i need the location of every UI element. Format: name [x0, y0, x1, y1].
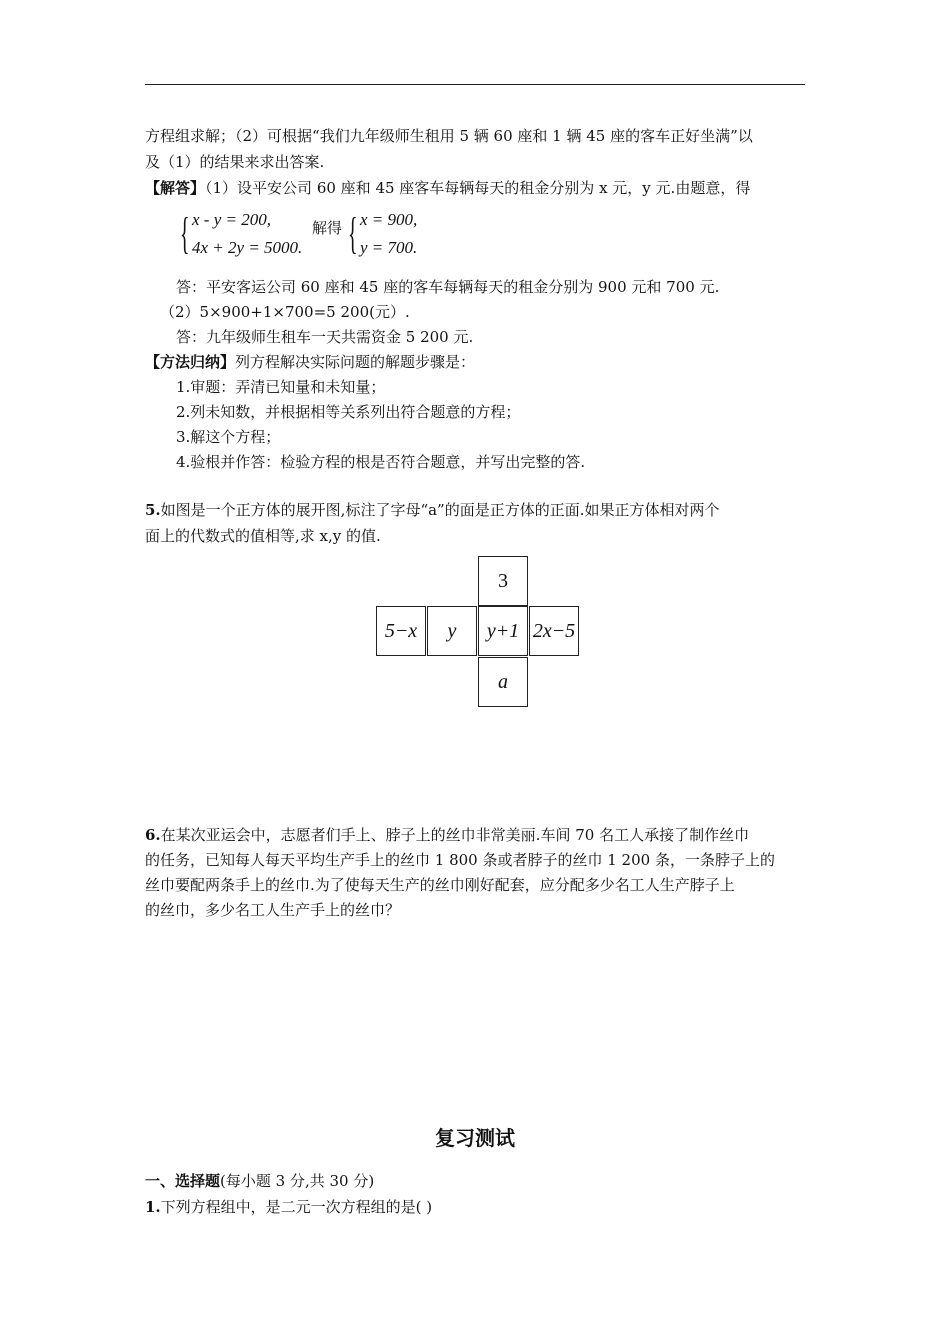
q5-line-1	[145, 500, 720, 520]
cube-face-top: 3	[478, 556, 528, 606]
method-line	[145, 352, 475, 372]
header-rule	[145, 84, 805, 85]
method-text: 列方程解决实际问题的解题步骤是：	[235, 353, 476, 371]
method-step-3: 3.解这个方程；	[176, 428, 281, 446]
section-heading	[145, 1171, 374, 1191]
intro-line-1: 方程组求解；（2）可根据“我们九年级师生租用 5 辆 60 座和 1 辆 45 座的客车正好坐满”以	[145, 127, 753, 145]
q6-line-4: 的丝巾，多少名工人生产手上的丝巾？	[145, 901, 401, 919]
equation-system-2	[348, 208, 448, 264]
cube-face-left: 5−x	[376, 606, 426, 656]
q5-text-1: 如图是一个正方体的展开图,标注了字母“a”的面是正方体的正面.如果正方体相对两个	[160, 501, 720, 519]
answer-text: （1）设平安公司 60 座和 45 座客车每辆每天的租金分别为 x 元，y 元.由题意，得	[205, 179, 751, 197]
left-brace: {	[348, 209, 358, 258]
review-title: 复习测试	[435, 1126, 515, 1150]
method-step-4: 4.验根并作答：检验方程的根是否符合题意，并写出完整的答.	[176, 453, 586, 471]
review-q1-text: 下列方程组中，是二元一次方程组的是( )	[160, 1198, 433, 1216]
system2-eq1: x = 900,	[360, 210, 418, 229]
review-q1-number: 1.	[145, 1198, 161, 1216]
part-2: （2）5×900+1×700=5 200(元）.	[160, 303, 410, 321]
method-step-2: 2.列未知数，并根据相等关系列出符合题意的方程；	[176, 403, 521, 421]
q5-number: 5.	[145, 501, 161, 519]
review-q1	[145, 1197, 432, 1217]
cube-face-right: 2x−5	[529, 606, 579, 656]
section-label: 一、选择题	[145, 1172, 221, 1190]
q6-text-1: 在某次亚运会中，志愿者们手上、脖子上的丝巾非常美丽.车间 70 名工人承接了制作丝巾	[160, 826, 750, 844]
answer-line	[145, 178, 750, 198]
conclusion-1: 答：平安客运公司 60 座和 45 座的客车每辆每天的租金分别为 900 元和 700 元.	[176, 278, 720, 296]
answer-label: 【解答】	[145, 179, 206, 197]
cube-face-center: y+1	[478, 606, 528, 656]
q6-line-3: 丝巾要配两条手上的丝巾.为了使每天生产的丝巾刚好配套，应分配多少名工人生产脖子上	[145, 876, 735, 894]
q5-line-2: 面上的代数式的值相等,求 x,y 的值.	[145, 527, 381, 545]
solve-label: 解得	[312, 219, 343, 237]
q6-line-1	[145, 825, 749, 845]
method-label: 【方法归纳】	[145, 353, 236, 371]
section-note: (每小题 3 分,共 30 分)	[220, 1172, 375, 1190]
system1-eq1: x - y = 200,	[192, 210, 271, 229]
intro-line-2: 及（1）的结果来求出答案.	[145, 153, 325, 171]
q6-line-2: 的任务，已知每人每天平均生产手上的丝巾 1 800 条或者脖子的丝巾 1 200 条，一条脖子上的	[145, 851, 775, 869]
method-step-1: 1.审题：弄清已知量和未知量；	[176, 378, 386, 396]
left-brace: {	[180, 209, 190, 258]
cube-face-bottom: a	[478, 657, 528, 707]
equation-system-1	[180, 208, 320, 264]
conclusion-2: 答：九年级师生租车一天共需资金 5 200 元.	[176, 328, 474, 346]
system1-eq2: 4x + 2y = 5000.	[192, 238, 303, 257]
q6-number: 6.	[145, 826, 161, 844]
cube-face-midleft: y	[427, 606, 477, 656]
system2-eq2: y = 700.	[360, 238, 418, 257]
